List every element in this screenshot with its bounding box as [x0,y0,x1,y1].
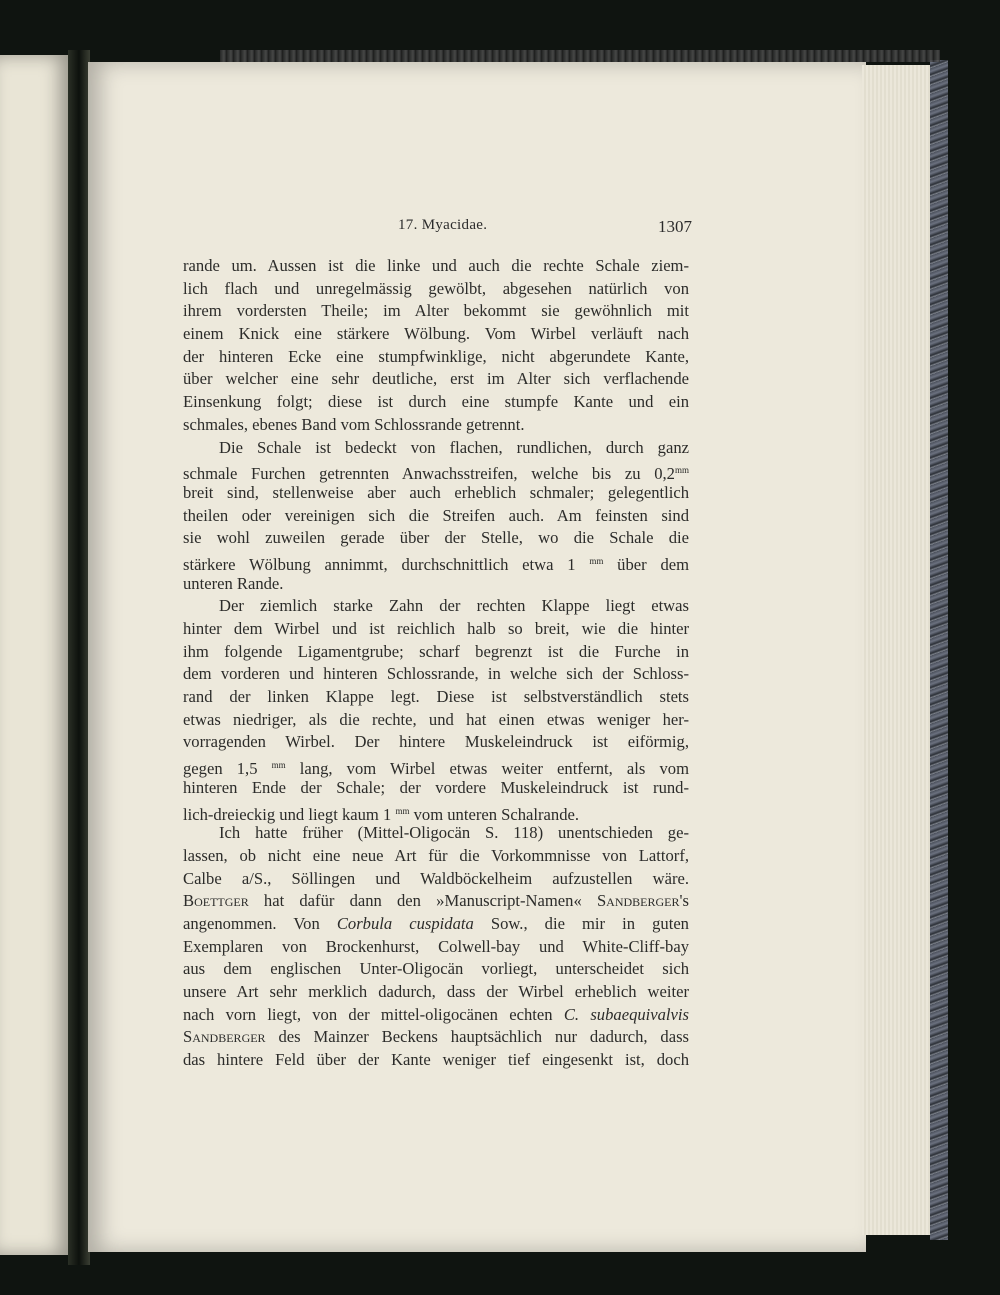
text-line: Einsenkung folgt; diese ist durch eine stumpfe Kante und ein [183,392,689,412]
unit-superscript: mm [674,465,689,476]
text-line: aus dem englischen Unter-Oligocän vorliegt, unterscheidet sich [183,959,689,979]
text-line: das hintere Feld über der Kante weniger tief eingesenkt ist, doch [183,1050,689,1070]
page-number: 1307 [658,217,692,236]
left-page-edge [0,55,70,1255]
text-line [183,800,689,823]
text-line: breit sind, stellenweise aber auch erheblich schmaler; gelegentlich [183,482,689,502]
text-line [183,459,689,482]
page-header [180,217,692,247]
book-gutter [68,50,90,1265]
text-line: lich flach und unregelmässig gewölbt, abgesehen natürlich von [183,278,689,298]
text-fragment: nach vorn liegt, von der mittel-oligocänen echten [183,1004,553,1024]
text-line: Calbe a/S., Söllingen und Waldböckelheim aufzustellen wäre. [183,868,689,888]
text-fragment: schmale Furchen getrennten Anwachsstreifen, welche bis zu 0,2 [183,464,675,484]
text-fragment: des Mainzer Beckens hauptsächlich nur dadurch, dass [278,1027,690,1047]
text-fragment: vom unteren Schalrande. [413,804,580,824]
text-line [183,754,689,777]
author-name: Sandberger [596,891,680,911]
text-line [183,1004,689,1027]
author-name: Boettger [183,891,249,911]
text-fragment: 's [679,891,689,911]
species-name: C. subaequivalvis [563,1004,689,1024]
text-line: hinter dem Wirbel und ist reichlich halb so breit, wie die hinter [183,619,689,638]
text-line: ihrem vordersten Theile; im Alter bekommt sie gewöhnlich mit [183,301,689,321]
text-line: dem vorderen und hinteren Schlossrande, in welche sich der Schloss- [183,664,689,684]
text-line: unteren Rande. [183,573,284,593]
text-line: einem Knick eine stärkere Wölbung. Vom Wirbel verläuft nach [183,324,689,344]
text-line: Der ziemlich starke Zahn der rechten Klappe liegt etwas [219,596,689,616]
text-fragment: über dem [617,554,690,574]
text-line: Die Schale ist bedeckt von flachen, rundlichen, durch ganz [219,437,689,457]
unit-superscript: mm [395,805,410,816]
binding-top-edge [220,50,940,62]
page-block-edges [862,65,934,1235]
text-line [183,913,689,936]
text-line: etwas niedriger, als die rechte, und hat einen etwas weniger her- [183,709,689,729]
text-line: theilen oder vereinigen sich die Streifen auch. Am feinsten sind [183,505,689,525]
text-line: sie wohl zuweilen gerade über der Stelle, wo die Schale die [183,528,689,548]
text-fragment: hat dafür dann den »Manuscript-Namen« [263,891,582,911]
text-fragment: angenommen. Von [183,913,320,933]
text-fragment: stärkere Wölbung annimmt, durchschnittlich etwa 1 [183,554,576,574]
text-line [183,1026,689,1049]
species-name: Corbula cuspidata [336,913,474,933]
text-line [183,890,689,913]
text-fragment: lich-dreieckig und liegt kaum 1 [183,804,392,824]
running-title: 17. Myacidae. [398,217,488,233]
text-line: ihm folgende Ligamentgrube; scharf begrenzt ist die Furche in [183,641,689,661]
text-line [183,550,689,573]
text-line: Ich hatte früher (Mittel-Oligocän S. 118) unentschieden ge- [219,823,689,843]
text-line: Exemplaren von Brockenhurst, Colwell-bay und White-Cliff-bay [183,936,689,956]
text-line: schmales, ebenes Band vom Schlossrande getrennt. [183,414,525,434]
unit-superscript: mm [271,760,286,771]
text-line: vorragenden Wirbel. Der hintere Muskeleindruck ist eiförmig, [183,732,689,752]
unit-superscript: mm [589,555,604,566]
text-fragment: gegen 1,5 [183,759,258,779]
body-text [183,255,689,1072]
text-line: unsere Art sehr merklich dadurch, dass der Wirbel erheblich weiter [183,982,689,1001]
text-line: rande um. Aussen ist die linke und auch die rechte Schale ziem- [183,256,689,275]
text-fragment: lang, vom Wirbel etwas weiter entfernt, als vom [299,759,689,779]
text-line: rand der linken Klappe legt. Diese ist selbstverständlich stets [183,687,689,707]
text-line: hinteren Ende der Schale; der vordere Muskeleindruck ist rund- [183,777,689,797]
text-fragment: Sow., die mir in guten [490,913,689,933]
book-cover-edge [930,60,948,1240]
text-line: über welcher eine sehr deutliche, erst im Alter sich verflachende [183,369,689,389]
text-line: lassen, ob nicht eine neue Art für die Vorkommnisse von Lattorf, [183,845,689,865]
text-line: der hinteren Ecke eine stumpfwinklige, nicht abgerundete Kante, [183,346,689,366]
author-name: Sandberger [183,1027,266,1047]
